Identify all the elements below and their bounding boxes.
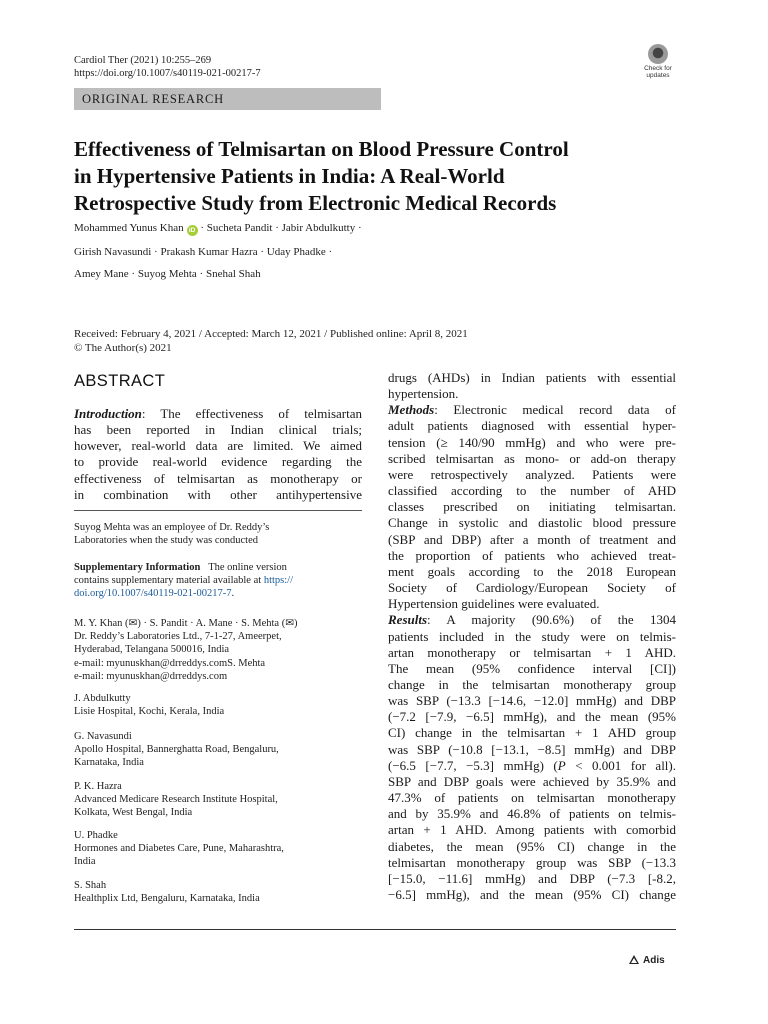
doi-link[interactable]: https://doi.org/10.1007/s40119-021-00217-7 xyxy=(74,68,261,79)
affiliation-hazra: P. K. Hazra Advanced Medicare Research Institute Hospital, Kolkata, West Bengal, India xyxy=(74,781,278,819)
abstract-heading: ABSTRACT xyxy=(74,372,166,390)
text-line: artan + 1 AHD. Among patients with comorbid xyxy=(388,822,676,838)
text-line: Change in systolic and diastolic blood pressure xyxy=(388,515,676,531)
supplementary-label: Supplementary Information xyxy=(74,562,201,573)
article-category: ORIGINAL RESEARCH xyxy=(82,92,224,106)
text-line: however, real-world data are limited. We aimed xyxy=(74,438,362,454)
author-line: Mohammed Yunus Khan iD · Sucheta Pandit · Jabir Abdulkutty · xyxy=(74,222,362,234)
text-line: were retrospectively analyzed. Patients were xyxy=(388,466,676,482)
text-line: scribed telmisartan as mono- or add-on therapy xyxy=(388,450,676,466)
text-line: (−7.2 [−7.9, −6.5] mmHg), and the mean (95% xyxy=(388,709,676,725)
text-line: CI) change in the telmisartan + 1 AHD group xyxy=(388,725,676,741)
text-line: −6.5] mmHg), and the mean (95% CI) change xyxy=(388,887,676,902)
text-line: the proportion of patients who achieved treat- xyxy=(388,547,676,563)
orcid-icon[interactable]: iD xyxy=(187,225,198,236)
journal-line: Cardiol Ther (2021) 10:255–269 xyxy=(74,55,212,66)
affiliation-shah: S. Shah Healthplix Ltd, Bengaluru, Karnataka, India xyxy=(74,880,260,905)
text-line: [−15.0, −11.6] mmHg) and DBP (−7.3 [-8.2, xyxy=(388,870,676,886)
journal-citation xyxy=(74,54,261,80)
supplementary-link[interactable]: https:// xyxy=(263,575,293,587)
results-label: Results xyxy=(388,612,428,628)
methods-label: Methods xyxy=(388,402,435,418)
email-line[interactable]: e-mail: myunuskhan@drreddys.com xyxy=(74,670,228,682)
badge-text: Check for updates xyxy=(644,65,672,79)
adis-triangle-icon xyxy=(629,955,639,964)
text-line: change in the telmisartan monotherapy group xyxy=(388,676,676,692)
text-line: The mean (95% confidence interval [CI]) xyxy=(388,660,676,676)
text-line: Hypertension guidelines were evaluated. xyxy=(388,596,600,612)
text-line: to provide real-world evidence regarding the xyxy=(74,454,362,470)
check-for-updates-badge[interactable] xyxy=(636,44,680,78)
affiliation-navasundi: G. Navasundi Apollo Hospital, Bannerghatta Road, Bengaluru, Karnataka, India xyxy=(74,731,279,769)
text-line: artan monotherapy or telmisartan + 1 AHD. xyxy=(388,644,676,660)
title-line: Retrospective Study from Electronic Medical Records xyxy=(74,191,557,215)
publication-dates xyxy=(74,327,468,355)
text-line: ment goals according to the 2018 European xyxy=(388,563,676,579)
text-line: telmisartan monotherapy group was SBP (−13.3 xyxy=(388,854,676,870)
supplementary-info: Supplementary Information The online version contains supplementary material available at https:// doi.org/10.1007/s40119-021-00217-7. xyxy=(74,562,293,600)
page-footer-rule xyxy=(74,929,676,930)
text-line: adult patients diagnosed with essential hyper- xyxy=(388,418,676,434)
dates-line: Received: February 4, 2021 / Accepted: March 12, 2021 / Published online: April 8, 2021 xyxy=(74,328,468,340)
email-line[interactable]: e-mail: myunuskhan@drreddys.comS. Mehta xyxy=(74,657,266,669)
text-line: Introduction: The effectiveness of telmisartan xyxy=(74,406,362,421)
text-line: Society of Cardiology/European Society of xyxy=(388,580,676,596)
title-line: Effectiveness of Telmisartan on Blood Pressure Control xyxy=(74,137,569,161)
footnote-divider xyxy=(74,510,362,511)
text-line: was SBP (−10.8 [−13.1, −8.5] mmHg) and DBP xyxy=(388,741,676,757)
text-line: (−6.5 [−7.7, −5.3] mmHg) (P < 0.001 for all). xyxy=(388,757,676,773)
text-line: patients included in the study were on telmis- xyxy=(388,628,676,644)
text-line: classes prescribed on initiating telmisartan. xyxy=(388,499,676,515)
text-line: drugs (AHDs) in Indian patients with essential xyxy=(388,370,676,385)
title-line: in Hypertensive Patients in India: A Real-World xyxy=(74,164,505,188)
abstract-right-column xyxy=(388,370,676,903)
text-line: SBP and DBP goals were achieved by 35.9% and xyxy=(388,773,676,789)
author-khan[interactable]: Mohammed Yunus Khan xyxy=(74,222,184,234)
text-line: 47.3% of patients on telmisartan monotherapy xyxy=(388,790,676,806)
abstract-left-column xyxy=(74,406,362,503)
author-line: Amey Mane · Suyog Mehta · Snehal Shah xyxy=(74,268,261,280)
text-line: classified according to the number of AHD xyxy=(388,483,676,499)
affiliation-abdulkutty: J. Abdulkutty Lisie Hospital, Kochi, Kerala, India xyxy=(74,693,225,718)
crossmark-icon xyxy=(648,44,668,64)
affiliation-phadke: U. Phadke Hormones and Diabetes Care, Pune, Maharashtra, India xyxy=(74,830,284,868)
affiliation-khan: M. Y. Khan (✉) · S. Pandit · A. Mane · S. Mehta (✉) Dr. Reddy’s Laboratories Ltd., 7-1-27, Ameerpet, Hyderabad, Telangana 500016, India e-mail: myunuskhan@drreddys.comS. Mehta e-mail: myunuskhan@drreddys.com xyxy=(74,617,364,683)
article-title xyxy=(74,136,674,217)
text-line: (SBP and DBP) after a month of treatment and xyxy=(388,531,676,547)
introduction-label: Introduction xyxy=(74,406,142,421)
text-line: diabetes, the mean (95% CI) change in the xyxy=(388,838,676,854)
text-line: Methods: Electronic medical record data of xyxy=(388,402,676,418)
author-line: Girish Navasundi · Prakash Kumar Hazra · Uday Phadke · xyxy=(74,246,333,258)
text-line: has been reported in Indian clinical trials; xyxy=(74,422,362,438)
text-line: was SBP (−13.3 [−14.6, −12.0] mmHg) and DBP xyxy=(388,693,676,709)
article-category-banner xyxy=(74,88,381,110)
text-line: Results: A majority (90.6%) of the 1304 xyxy=(388,612,676,628)
text-line: and by 35.9% and 46.8% of patients on telmis- xyxy=(388,806,676,822)
publisher-logo: Adis xyxy=(629,955,665,966)
text-line: tension (≥ 140/90 mmHg) and who were pre- xyxy=(388,434,676,450)
employee-footnote: Suyog Mehta was an employee of Dr. Reddy’s Laboratories when the study was conducted xyxy=(74,522,270,547)
text-line: in combination with other antihypertensive xyxy=(74,486,362,502)
copyright-line: © The Author(s) 2021 xyxy=(74,342,172,354)
supplementary-link[interactable]: doi.org/10.1007/s40119-021-00217-7 xyxy=(74,588,232,600)
text-line: hypertension. xyxy=(388,386,459,402)
text-line: effectiveness of telmisartan as monotherapy or xyxy=(74,470,362,486)
